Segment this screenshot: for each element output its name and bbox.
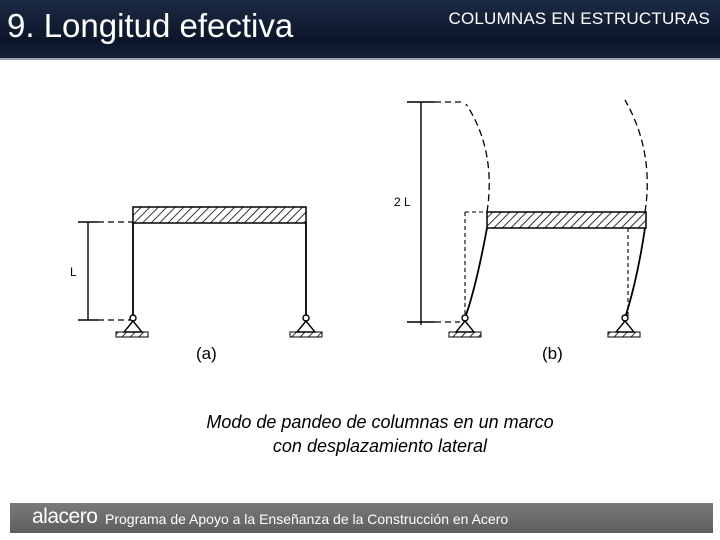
slide-header [0,0,720,60]
frame-b [394,100,647,337]
figure-caption [80,410,680,458]
frame-a-length-label: L [70,265,77,279]
buckling-figure [0,60,720,380]
frames-diagram [0,60,720,380]
frame-a-label: (a) [196,344,217,363]
frame-b-beam [487,212,646,228]
frame-a-left-support [116,315,148,337]
frame-b-left-extension [466,104,489,212]
slide-footer [10,503,713,533]
frame-a-right-support [290,315,322,337]
frame-a [70,207,322,337]
frame-b-length-label: 2 L [394,195,411,209]
slide-title: 9. Longitud efectiva [7,7,294,44]
frame-b-label: (b) [542,344,563,363]
frame-b-left-column [465,228,487,318]
section-title: COLUMNAS EN ESTRUCTURAS [448,9,710,28]
footer-program-text: Programa de Apoyo a la Enseñanza de la Construcción en Acero [105,511,509,527]
caption-line-1: Modo de pandeo de columnas en un marco [206,412,554,432]
frame-b-right-support [608,315,640,337]
frame-a-beam [133,207,306,223]
frame-b-right-extension [625,100,647,212]
caption-line-2: con desplazamiento lateral [272,436,488,456]
frame-b-left-support [449,315,481,337]
alacero-logo: alacero [32,505,98,528]
